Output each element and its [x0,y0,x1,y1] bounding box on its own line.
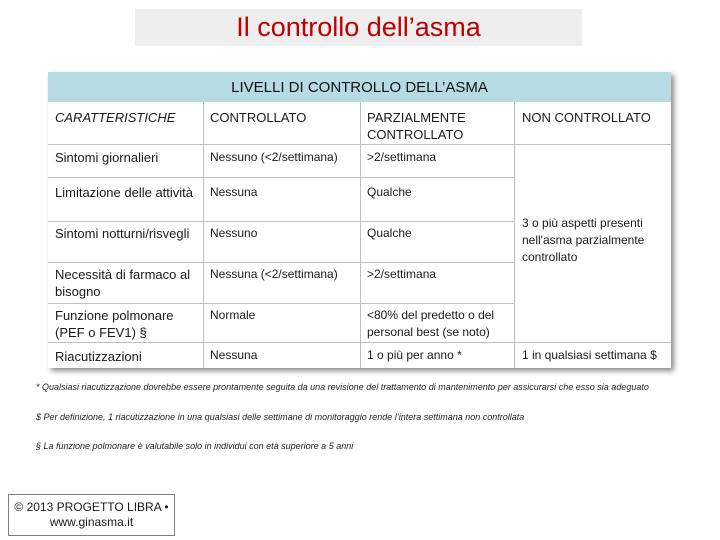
row-divider [48,177,514,178]
column-header: CARATTERISTICHE [55,110,176,125]
footnote-asterisk: * Qualsiasi riacutizzazione dovrebbe essere prontamente seguita da una revisione del trattamento di mantenimento per assicurarsi che esso sia adeguato [36,382,649,392]
feature-cell: Necessità di farmaco al bisogno [55,267,191,299]
slide-title: Il controllo dell’asma [236,12,481,42]
controlled-cell: Nessuna (<2/settimana) [210,267,338,281]
col-divider [360,102,361,368]
controlled-cell: Nessuno (<2/settimana) [210,150,338,164]
footnote-dollar: $ Per definizione, 1 riacutizzazione in una qualsiasi delle settimane di monitoraggio rende l’intera settimana non controllata [36,412,525,422]
controlled-cell: Nessuna [210,185,258,199]
col-divider [203,102,204,368]
title-bar [135,9,582,46]
column-header: PARZIALMENTE CONTROLLATO [367,110,466,142]
col-divider [514,102,515,368]
column-header: NON CONTROLLATO [522,110,651,125]
feature-cell: Sintomi giornalieri [55,150,159,165]
partial-cell: 1 o più per anno * [367,348,462,362]
controlled-cell: Nessuna [210,348,258,362]
copyright-box [8,494,175,536]
feature-cell: Funzione polmonare (PEF o FEV1) § [55,308,174,340]
asthma-control-table [48,72,671,368]
feature-cell: Limitazione delle attività [55,185,194,200]
partial-cell: >2/settimana [367,150,437,164]
controlled-cell: Nessuno [210,226,258,240]
uncontrolled-cell: 1 in qualsiasi settimana $ [522,348,657,362]
table-heading: LIVELLI DI CONTROLLO DELL’ASMA [48,72,671,102]
partial-cell: <80% del predetto o del personal best (se noto) [367,308,495,339]
controlled-cell: Normale [210,308,256,322]
partial-cell: >2/settimana [367,267,437,281]
partial-cell: Qualche [367,226,412,240]
row-divider [48,303,514,304]
footnote-section: § La funzione polmonare è valutabile solo in individui con età superiore a 5 anni [36,441,354,451]
feature-cell: Riacutizzazioni [55,349,142,364]
feature-cell: Sintomi notturni/risvegli [55,226,190,241]
copyright-text: © 2013 PROGETTO LIBRA • [14,500,169,514]
uncontrolled-merged-cell: 3 o più aspetti presenti nell'asma parzialmente controllato [522,216,645,264]
partial-cell: Qualche [367,185,412,199]
row-divider [48,221,514,222]
website-link[interactable]: www.ginasma.it [49,515,134,529]
row-divider [48,262,514,263]
column-header: CONTROLLATO [210,110,307,125]
